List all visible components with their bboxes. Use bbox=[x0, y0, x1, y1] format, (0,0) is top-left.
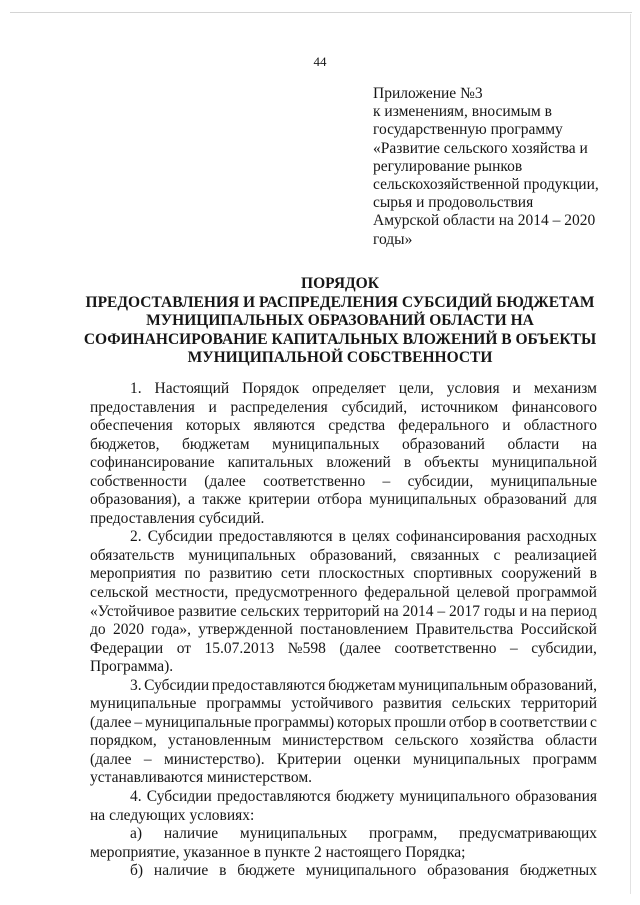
paragraph-first-line bbox=[90, 788, 597, 807]
paragraph-first-line bbox=[90, 528, 597, 547]
word: года», bbox=[151, 621, 191, 639]
word: сооружений bbox=[501, 565, 582, 583]
word: развития bbox=[383, 695, 442, 713]
word: целевой bbox=[456, 584, 510, 602]
word: и bbox=[208, 398, 217, 416]
word: развитие bbox=[178, 602, 237, 620]
word: обязательств bbox=[90, 546, 175, 564]
scan-edge-right bbox=[630, 14, 631, 894]
word: субсидии, bbox=[407, 472, 474, 490]
word: образований bbox=[401, 435, 485, 453]
paragraph-first-line bbox=[90, 677, 597, 696]
title-line: СОФИНАНСИРОВАНИЕ КАПИТАЛЬНЫХ ВЛОЖЕНИЙ В ОБЪЕКТЫ bbox=[83, 330, 597, 348]
word: 2. bbox=[130, 528, 142, 546]
word: 2017 bbox=[448, 602, 480, 620]
word: области bbox=[507, 435, 560, 453]
word: отбор bbox=[448, 713, 487, 731]
word: субсидий. bbox=[198, 509, 265, 527]
word: программ bbox=[532, 750, 597, 768]
word: предусматривающих bbox=[459, 825, 597, 843]
word: спортивных bbox=[413, 565, 493, 583]
word: финансового bbox=[511, 398, 597, 416]
paragraph-line bbox=[90, 640, 597, 659]
page-number: 44 bbox=[313, 54, 327, 69]
word: предоставляются bbox=[217, 788, 331, 806]
word: (далее bbox=[90, 750, 132, 768]
word: области bbox=[545, 732, 597, 750]
word: муниципального bbox=[305, 862, 417, 880]
appendix-line: Приложение №3 bbox=[373, 85, 483, 102]
word: субсидии, bbox=[531, 639, 597, 657]
word: 3. bbox=[130, 676, 142, 694]
word: пункте bbox=[264, 843, 314, 861]
word: программы) bbox=[254, 713, 335, 731]
word: порядком, bbox=[90, 732, 157, 750]
paragraph-line bbox=[90, 695, 597, 714]
word: с bbox=[493, 546, 501, 564]
word: источником bbox=[420, 398, 499, 416]
paragraph-line bbox=[90, 510, 597, 529]
appendix-line: годы» bbox=[373, 230, 413, 248]
word: наличие bbox=[153, 862, 209, 880]
word: связанных bbox=[410, 546, 480, 564]
word: период bbox=[550, 602, 597, 620]
word: муниципального bbox=[399, 788, 511, 806]
word: (далее bbox=[90, 713, 132, 731]
word: 1. bbox=[130, 380, 142, 397]
word: – bbox=[143, 750, 152, 768]
word: образований bbox=[483, 491, 567, 509]
word: которых bbox=[185, 417, 241, 435]
word: годы bbox=[483, 602, 516, 620]
appendix-note bbox=[373, 85, 613, 249]
appendix-line: регулирование рынков bbox=[373, 157, 523, 175]
paragraph-line bbox=[90, 658, 597, 677]
title-line: ПРЕДОСТАВЛЕНИЯ И РАСПРЕДЕЛЕНИЯ СУБСИДИЙ БЮДЖЕТАМ bbox=[85, 293, 595, 311]
document-title bbox=[60, 275, 620, 368]
word: программ, bbox=[368, 825, 438, 843]
word: развитию bbox=[209, 565, 273, 583]
word: собственности bbox=[90, 472, 187, 490]
word: плоскостных bbox=[318, 565, 405, 583]
paragraph-line bbox=[90, 769, 597, 788]
word: образования), bbox=[90, 491, 181, 509]
word: предусмотренного bbox=[235, 584, 358, 602]
title-line: МУНИЦИПАЛЬНОЙ СОБСТВЕННОСТИ bbox=[187, 349, 493, 366]
word: целях bbox=[352, 528, 390, 546]
word: предоставляются bbox=[211, 676, 326, 694]
word: бюджетов, bbox=[90, 435, 160, 453]
paragraph-line bbox=[90, 491, 597, 510]
word: муниципальные bbox=[90, 695, 197, 713]
word: муниципальные bbox=[144, 713, 252, 731]
paragraph-line bbox=[90, 436, 597, 455]
word: соответствии bbox=[499, 713, 588, 731]
word: предоставляются bbox=[218, 528, 333, 546]
paragraph-line bbox=[90, 454, 597, 473]
word: мероприятия bbox=[90, 565, 176, 583]
appendix-line: к изменениям, вносимым в bbox=[373, 103, 552, 121]
word: 15.07.2013 bbox=[204, 639, 275, 657]
word: сельских bbox=[451, 695, 511, 713]
word: образований, bbox=[309, 546, 397, 564]
word: по bbox=[184, 565, 201, 583]
paragraph-first-line bbox=[90, 862, 597, 881]
paragraph-line bbox=[90, 751, 597, 770]
word: – bbox=[510, 639, 518, 657]
word: территорий bbox=[520, 695, 597, 713]
word: а bbox=[188, 491, 196, 509]
paragraph-line bbox=[90, 565, 597, 584]
word: муниципальные bbox=[490, 472, 597, 490]
paragraph-line bbox=[90, 473, 597, 492]
word: сельской bbox=[90, 584, 149, 602]
word: федерального bbox=[398, 417, 490, 435]
word: муниципальных bbox=[412, 750, 521, 768]
paragraph-line bbox=[90, 547, 597, 566]
word: обеспечения bbox=[90, 417, 173, 435]
word: для bbox=[574, 491, 597, 509]
word: муниципальных bbox=[239, 825, 348, 843]
word: (далее bbox=[204, 472, 246, 490]
word: мероприятие, bbox=[90, 843, 184, 861]
word: в bbox=[403, 454, 412, 472]
word: в bbox=[338, 528, 346, 546]
word: также bbox=[202, 491, 242, 509]
word: Субсидии bbox=[144, 676, 210, 694]
word: Критерии bbox=[276, 750, 342, 768]
word: бюджетам bbox=[328, 676, 396, 694]
word: сети bbox=[280, 565, 310, 583]
word: прошли bbox=[394, 713, 447, 731]
word: софинансирования bbox=[395, 528, 521, 546]
word: областного bbox=[523, 417, 597, 435]
word: на bbox=[383, 602, 399, 620]
word: Порядка; bbox=[405, 843, 466, 861]
word: и bbox=[512, 380, 521, 397]
word: субсидий, bbox=[341, 398, 408, 416]
word: министерство). bbox=[163, 750, 265, 768]
word: в bbox=[589, 565, 597, 583]
word: являются bbox=[253, 417, 316, 435]
paragraph-line bbox=[90, 603, 597, 622]
paragraph-line bbox=[90, 399, 597, 418]
word: бюджетам bbox=[182, 435, 250, 453]
word: реализацией bbox=[514, 546, 597, 564]
paragraph-line bbox=[90, 621, 597, 640]
word: – bbox=[437, 602, 446, 620]
paragraph-line bbox=[90, 584, 597, 603]
word: и bbox=[502, 417, 511, 435]
word: а) bbox=[130, 825, 143, 843]
word: и bbox=[519, 602, 528, 620]
paragraph-first-line bbox=[90, 825, 597, 844]
appendix-line: «Развитие сельского хозяйства и bbox=[373, 139, 588, 157]
word: Настоящий bbox=[154, 380, 230, 397]
word: 2014 bbox=[402, 602, 434, 620]
word: образования bbox=[515, 788, 597, 806]
word: программы bbox=[206, 695, 282, 713]
word: объекты bbox=[424, 454, 479, 472]
word: оценки bbox=[353, 750, 401, 768]
word: настоящего bbox=[325, 843, 406, 861]
word: утвержденной bbox=[198, 621, 293, 639]
word: на bbox=[581, 435, 597, 453]
word: бюджете bbox=[237, 862, 295, 880]
word: местности, bbox=[155, 584, 229, 602]
word: федеральной bbox=[364, 584, 450, 602]
word: установленным bbox=[167, 732, 272, 750]
word: средства bbox=[328, 417, 386, 435]
scan-edge-top bbox=[10, 12, 632, 13]
word: софинансирование bbox=[90, 454, 215, 472]
word: вложений bbox=[326, 454, 391, 472]
word: муниципальных bbox=[369, 491, 477, 509]
word: распределения bbox=[230, 398, 328, 416]
word: сельского bbox=[394, 732, 459, 750]
word: соответственно bbox=[394, 639, 497, 657]
paragraph-line bbox=[90, 417, 597, 436]
word: (далее bbox=[339, 639, 381, 657]
word: постановлением bbox=[300, 621, 409, 639]
word: муниципальным bbox=[398, 676, 508, 694]
word: бюджетных bbox=[519, 862, 597, 880]
word: отбора bbox=[317, 491, 362, 509]
word: муниципальной bbox=[491, 454, 597, 472]
word: программой bbox=[516, 584, 597, 602]
word: Российской bbox=[520, 621, 597, 639]
title-line: МУНИЦИПАЛЬНЫХ ОБРАЗОВАНИЙ ОБЛАСТИ НА bbox=[146, 312, 534, 329]
word: на bbox=[90, 806, 110, 824]
paragraph-first-line bbox=[90, 380, 597, 399]
word: сельских bbox=[240, 602, 300, 620]
word: указанное bbox=[183, 843, 254, 861]
word: расходных bbox=[526, 528, 597, 546]
word: цели, bbox=[398, 380, 434, 397]
paragraph-line bbox=[90, 714, 597, 733]
word: устанавливаются bbox=[90, 769, 208, 787]
word: определяет bbox=[312, 380, 386, 397]
word: – bbox=[382, 472, 391, 490]
word: Правительства bbox=[415, 621, 514, 639]
word: «Устойчивое bbox=[90, 602, 175, 620]
word: б) bbox=[130, 862, 144, 880]
word: образований, bbox=[510, 676, 597, 694]
word: бюджету bbox=[335, 788, 395, 806]
word: условия bbox=[446, 380, 500, 397]
word: до bbox=[90, 621, 106, 639]
appendix-line: сырья и продовольствия bbox=[373, 194, 534, 212]
word: механизм bbox=[533, 380, 597, 397]
word: Субсидии bbox=[146, 788, 212, 806]
word: №598 bbox=[287, 639, 326, 657]
paragraph-line bbox=[90, 732, 597, 751]
word: с bbox=[590, 713, 597, 731]
title-heading: ПОРЯДОК bbox=[301, 275, 379, 292]
word: муниципальных bbox=[188, 546, 296, 564]
paragraph-line bbox=[90, 844, 597, 863]
word: в bbox=[219, 862, 227, 880]
word: Программа). bbox=[90, 658, 174, 676]
word: территорий bbox=[303, 602, 380, 620]
word: – bbox=[134, 713, 143, 731]
appendix-line: Амурской области на 2014 – 2020 bbox=[373, 212, 596, 230]
word: устойчивого bbox=[291, 695, 374, 713]
document-body bbox=[90, 380, 597, 881]
word: предоставления bbox=[90, 398, 195, 416]
appendix-line: сельскохозяйственной продукции, bbox=[373, 176, 599, 194]
word: муниципальных bbox=[272, 435, 380, 453]
word: министерством. bbox=[207, 769, 312, 787]
paragraph-line bbox=[90, 807, 597, 826]
word: критерии bbox=[248, 491, 311, 509]
word: условиях: bbox=[189, 806, 255, 824]
word: на bbox=[531, 602, 547, 620]
word: наличие bbox=[163, 825, 219, 843]
word: которых bbox=[337, 713, 392, 731]
word: капитальных bbox=[227, 454, 314, 472]
word: 4. bbox=[130, 788, 142, 806]
word: в bbox=[489, 713, 497, 731]
word: хозяйства bbox=[469, 732, 534, 750]
word: образования bbox=[427, 862, 509, 880]
word: предоставления bbox=[90, 509, 199, 527]
word: от bbox=[176, 639, 192, 657]
word: Субсидии bbox=[147, 528, 213, 546]
word: в bbox=[253, 843, 265, 861]
word: Федерации bbox=[90, 639, 164, 657]
word: Порядок bbox=[242, 380, 300, 397]
word: следующих bbox=[109, 806, 190, 824]
word: 2 bbox=[313, 843, 326, 861]
appendix-line: государственную программу bbox=[373, 121, 563, 139]
word: 2020 bbox=[112, 621, 144, 639]
word: соответственно bbox=[263, 472, 366, 490]
word: министерством bbox=[282, 732, 384, 750]
